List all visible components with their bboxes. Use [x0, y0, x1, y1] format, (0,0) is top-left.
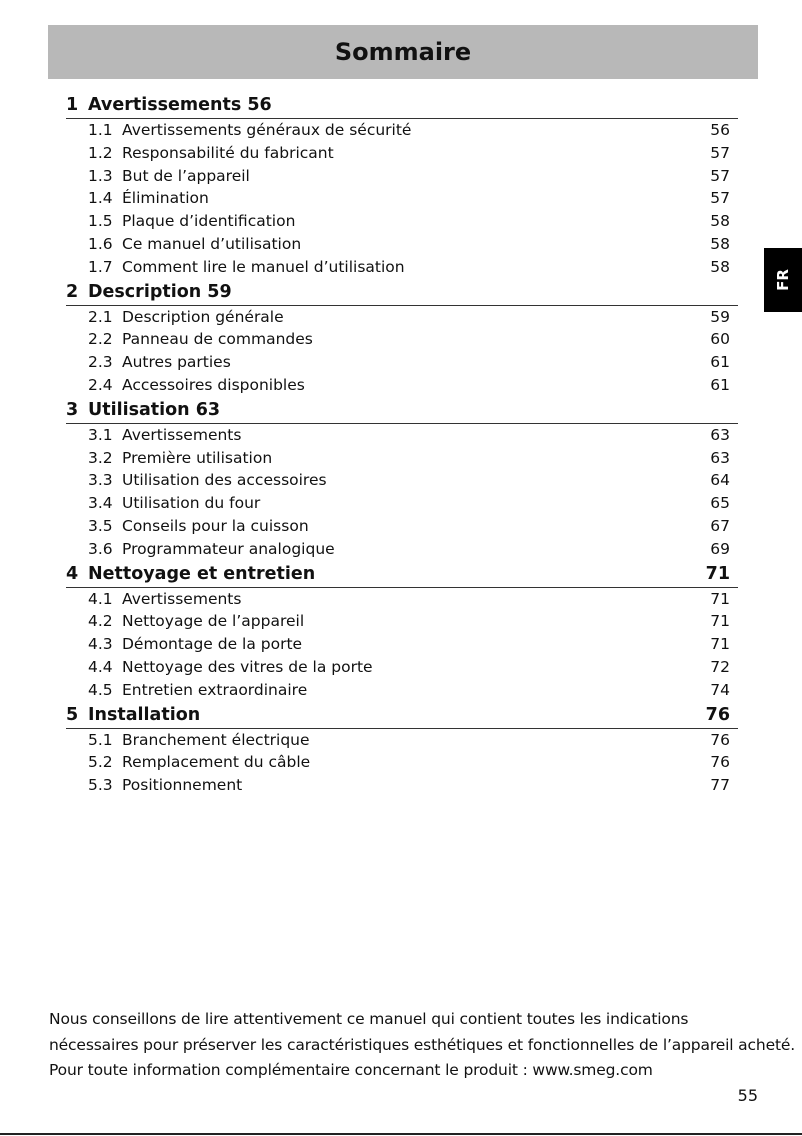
item-page: 57: [710, 143, 730, 162]
section-title: Avertissements 56: [88, 95, 272, 115]
item-number: 3.5: [88, 516, 113, 535]
item-number: 1.3: [88, 166, 113, 185]
item-number: 4.5: [88, 680, 113, 699]
intro-line: Nous conseillons de lire attentivement ce manuel qui contient toutes les indications: [49, 1010, 689, 1028]
section-number: 4: [66, 563, 79, 584]
item-number: 1.1: [88, 121, 113, 139]
item-page: 76: [710, 730, 730, 749]
item-page: 58: [710, 257, 730, 276]
toc-item[interactable]: [66, 233, 738, 256]
item-page: 63: [710, 425, 730, 444]
item-number: 3.6: [88, 539, 113, 558]
item-number: 1.4: [88, 189, 113, 208]
item-number: 5.3: [88, 776, 113, 795]
item-number: 5.2: [88, 753, 113, 772]
item-page: 57: [710, 189, 730, 208]
language-tab-label: FR: [773, 269, 792, 291]
item-number: 4.1: [88, 589, 113, 608]
toc-item[interactable]: [66, 610, 738, 633]
item-number: 2.3: [88, 353, 113, 372]
toc-item[interactable]: [66, 424, 738, 447]
item-number: 2.4: [88, 375, 113, 394]
item-page: 71: [710, 635, 730, 654]
toc-item[interactable]: [66, 351, 738, 374]
item-page: 67: [710, 516, 730, 535]
section-number: 2: [66, 281, 79, 302]
page-title: Sommaire: [334, 38, 472, 66]
section-title: Utilisation 63: [88, 399, 221, 420]
section-page: 76: [705, 704, 730, 725]
item-page: 69: [710, 539, 730, 558]
item-page: 60: [710, 330, 730, 349]
item-page: 77: [710, 776, 730, 795]
bottom-rule: [0, 1133, 802, 1135]
item-title: Description générale: [122, 307, 284, 326]
item-title: But de l’appareil: [122, 166, 250, 185]
section-page: 71: [705, 563, 730, 584]
page-number: 55: [737, 1086, 758, 1105]
toc-item[interactable]: [66, 774, 738, 797]
item-page: 63: [710, 448, 730, 467]
toc-section-3[interactable]: [66, 397, 738, 424]
item-title: Panneau de commandes: [122, 330, 313, 349]
toc-item[interactable]: [66, 306, 738, 329]
item-page: 58: [710, 212, 730, 231]
toc-section-2[interactable]: [66, 279, 738, 306]
section-title: Nettoyage et entretien: [88, 563, 316, 584]
toc-item[interactable]: [66, 256, 738, 279]
item-title: Ce manuel d’utilisation: [122, 234, 302, 253]
item-title: Responsabilité du fabricant: [122, 143, 334, 162]
language-tab: [764, 248, 802, 312]
intro-text: [49, 1007, 796, 1084]
item-number: 5.1: [88, 730, 113, 749]
item-number: 3.1: [88, 425, 113, 444]
item-number: 1.7: [88, 257, 113, 276]
section-title: Installation: [88, 704, 201, 725]
toc-section-4[interactable]: [66, 561, 738, 588]
item-page: 65: [710, 494, 730, 513]
item-number: 1.6: [88, 234, 113, 253]
item-page: 74: [710, 680, 730, 699]
item-number: 1.2: [88, 143, 113, 162]
toc-section-5[interactable]: [66, 702, 738, 729]
toc-item[interactable]: [66, 588, 738, 611]
section-title: Description 59: [88, 281, 232, 302]
item-title: Autres parties: [122, 353, 231, 372]
toc-item[interactable]: [66, 469, 738, 492]
item-number: 4.4: [88, 657, 113, 676]
item-title: Accessoires disponibles: [122, 375, 305, 394]
item-number: 3.3: [88, 471, 113, 490]
item-title: Comment lire le manuel d’utilisation: [122, 257, 405, 276]
item-title: Démontage de la porte: [122, 635, 303, 654]
item-page: 58: [710, 234, 730, 253]
toc-item[interactable]: [66, 328, 738, 351]
toc-item[interactable]: [66, 187, 738, 210]
item-page: 57: [710, 166, 730, 185]
item-title: Entretien extraordinaire: [122, 680, 308, 699]
table-of-contents: [66, 92, 738, 797]
item-page: 56: [710, 121, 730, 139]
toc-item[interactable]: [66, 374, 738, 397]
intro-line: Pour toute information complémentaire concernant le produit : www.smeg.com: [49, 1061, 653, 1079]
section-number: 5: [66, 704, 79, 725]
toc-item[interactable]: [66, 165, 738, 188]
toc-item[interactable]: [66, 633, 738, 656]
toc-section-1[interactable]: [66, 92, 738, 119]
toc-item[interactable]: [66, 447, 738, 470]
item-page: 61: [710, 353, 730, 372]
toc-item[interactable]: [66, 142, 738, 165]
item-page: 71: [710, 589, 730, 608]
item-title: Programmateur analogique: [122, 539, 335, 558]
item-page: 71: [710, 612, 730, 631]
toc-item[interactable]: [66, 492, 738, 515]
item-number: 4.3: [88, 635, 113, 654]
item-number: 3.2: [88, 448, 113, 467]
item-number: 1.5: [88, 212, 113, 231]
toc-item[interactable]: [66, 751, 738, 774]
item-page: 64: [710, 471, 730, 490]
item-title: Utilisation du four: [122, 494, 261, 513]
toc-item[interactable]: [66, 729, 738, 752]
item-title: Première utilisation: [122, 448, 273, 467]
item-page: 76: [710, 753, 730, 772]
toc-item[interactable]: [66, 656, 738, 679]
item-page: 61: [710, 375, 730, 394]
toc-item[interactable]: [66, 538, 738, 561]
item-title: Avertissements généraux de sécurité: [122, 121, 412, 139]
item-page: 72: [710, 657, 730, 676]
item-page: 59: [710, 307, 730, 326]
item-title: Élimination: [122, 189, 209, 208]
item-number: 2.1: [88, 307, 113, 326]
item-title: Branchement électrique: [122, 730, 310, 749]
section-number: 1: [66, 95, 79, 115]
item-title: Avertissements: [122, 589, 242, 608]
toc-item[interactable]: [66, 119, 738, 142]
item-title: Nettoyage des vitres de la porte: [122, 657, 373, 676]
intro-line: nécessaires pour préserver les caractéristiques esthétiques et fonctionnelles de l’appareil acheté.: [49, 1035, 796, 1054]
item-number: 4.2: [88, 612, 113, 631]
toc-item[interactable]: [66, 679, 738, 702]
item-title: Remplacement du câble: [122, 753, 311, 772]
item-title: Plaque d’identification: [122, 212, 296, 231]
item-title: Positionnement: [122, 776, 243, 795]
title-bar: [48, 25, 758, 79]
toc-item[interactable]: [66, 210, 738, 233]
item-title: Utilisation des accessoires: [122, 471, 327, 490]
item-number: 2.2: [88, 330, 113, 349]
section-number: 3: [66, 399, 79, 420]
item-title: Nettoyage de l’appareil: [122, 612, 305, 631]
toc-item[interactable]: [66, 515, 738, 538]
item-title: Avertissements: [122, 425, 242, 444]
item-number: 3.4: [88, 494, 113, 513]
item-title: Conseils pour la cuisson: [122, 516, 309, 535]
